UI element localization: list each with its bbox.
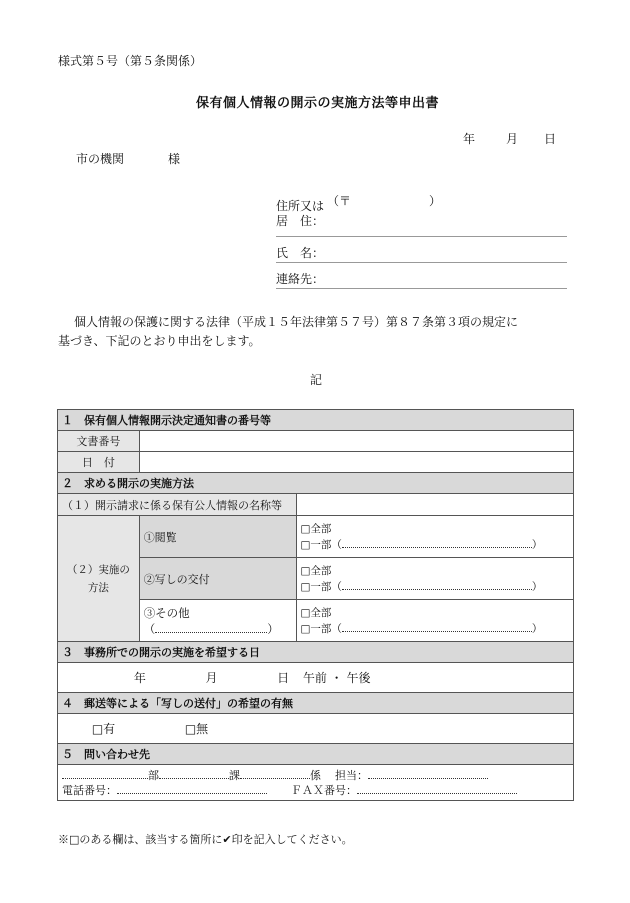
person-label: 担当：	[335, 768, 368, 782]
address-line	[276, 236, 567, 237]
addressee: 市の機関	[76, 152, 125, 166]
section5-title: ５ 問い合わせ先	[58, 744, 574, 765]
mail-no-checkbox[interactable]: □無	[184, 722, 209, 736]
view-all-checkbox[interactable]: □全部	[300, 522, 332, 535]
method-other-label: ③その他	[143, 605, 190, 620]
other-all-checkbox[interactable]: □全部	[300, 606, 332, 619]
other-part-field[interactable]	[342, 631, 532, 632]
other-open: （	[143, 621, 156, 636]
fax-label: ＦＡＸ番号：	[291, 783, 357, 797]
person-field[interactable]	[368, 778, 488, 779]
intro-line-2: 基づき、下記のとおり申出をします。	[58, 334, 261, 348]
name-label: 氏 名：	[276, 246, 325, 260]
other-part-close: ）	[531, 622, 543, 635]
form-number: 様式第５号（第５条関係）	[58, 54, 203, 68]
info-name-label: （１）開示請求に係る保有公人情報の名称等	[58, 494, 297, 516]
doc-number-field[interactable]	[139, 431, 573, 452]
dept-label: 部	[148, 768, 159, 782]
other-close: ）	[267, 621, 279, 636]
view-part-close: ）	[531, 538, 543, 551]
footnote: ※□のある欄は、該当する箇所に✔印を記入してください。	[58, 833, 353, 846]
section4-title: ４ 郵送等による「写しの送付」の希望の有無	[58, 693, 574, 714]
visit-day-label: 日	[277, 671, 290, 685]
section1-title: １ 保有個人情報開示決定通知書の番号等	[58, 410, 574, 431]
visit-date-row	[58, 663, 574, 693]
phone-field[interactable]	[117, 793, 267, 794]
method-label	[58, 516, 140, 642]
postal-close: ）	[429, 194, 442, 208]
contact-info-cell	[58, 765, 574, 801]
residence-label: 居 住：	[276, 214, 325, 228]
intro-line-1: 個人情報の保護に関する法律（平成１５年法律第５７号）第８７条第３項の規定に	[74, 315, 519, 329]
doc-number-label: 文書番号	[58, 431, 140, 452]
doc-date-field[interactable]	[139, 452, 573, 473]
section2-title: ２ 求める開示の実施方法	[58, 473, 574, 494]
sect-label: 係	[310, 768, 321, 782]
fax-field[interactable]	[357, 793, 517, 794]
section3-title: ３ 事務所での開示の実施を希望する日	[58, 642, 574, 663]
page-title: 保有個人情報の開示の実施方法等申出書	[196, 96, 440, 111]
method-copy-label: ②写しの交付	[139, 558, 296, 600]
copy-all-checkbox[interactable]: □全部	[300, 564, 332, 577]
method-view-options	[296, 516, 574, 558]
am-pm-select[interactable]: 午前 ・ 午後	[302, 671, 371, 685]
div-field[interactable]	[159, 778, 229, 779]
method-copy-options	[296, 558, 574, 600]
doc-date-label: 日 付	[58, 452, 140, 473]
name-line	[276, 262, 567, 263]
dept-field[interactable]	[62, 778, 148, 779]
info-name-field[interactable]	[296, 494, 574, 516]
phone-label: 電話番号：	[62, 783, 117, 797]
visit-month-label: 月	[205, 671, 218, 685]
address-label: 住所又は	[276, 199, 325, 213]
copy-part-checkbox[interactable]: □一部（	[300, 580, 342, 593]
contact-line	[276, 288, 567, 289]
postal-open: （〒	[327, 194, 352, 208]
mail-yes-checkbox[interactable]: □有	[91, 722, 116, 736]
copy-part-field[interactable]	[342, 589, 532, 590]
method-label-line1: （２）実施の	[66, 563, 130, 576]
sect-field[interactable]	[240, 778, 310, 779]
date-year-label: 年	[463, 132, 476, 146]
date-day-label: 日	[544, 132, 557, 146]
ki-mark: 記	[310, 373, 323, 387]
view-part-field[interactable]	[342, 547, 532, 548]
contact-label: 連絡先：	[276, 272, 325, 286]
other-part-checkbox[interactable]: □一部（	[300, 622, 342, 635]
mail-choice-row	[58, 714, 574, 744]
div-label: 課	[229, 768, 240, 782]
method-other-options	[296, 600, 574, 642]
other-detail-field[interactable]	[155, 632, 267, 633]
view-part-checkbox[interactable]: □一部（	[300, 538, 342, 551]
application-table	[57, 409, 574, 801]
copy-part-close: ）	[531, 580, 543, 593]
method-label-line2: 方法	[87, 581, 109, 594]
visit-year-label: 年	[133, 671, 146, 685]
method-view-label: ①閲覧	[139, 516, 296, 558]
date-month-label: 月	[506, 132, 519, 146]
addressee-honorific: 様	[168, 152, 181, 166]
method-other-cell	[139, 600, 296, 642]
